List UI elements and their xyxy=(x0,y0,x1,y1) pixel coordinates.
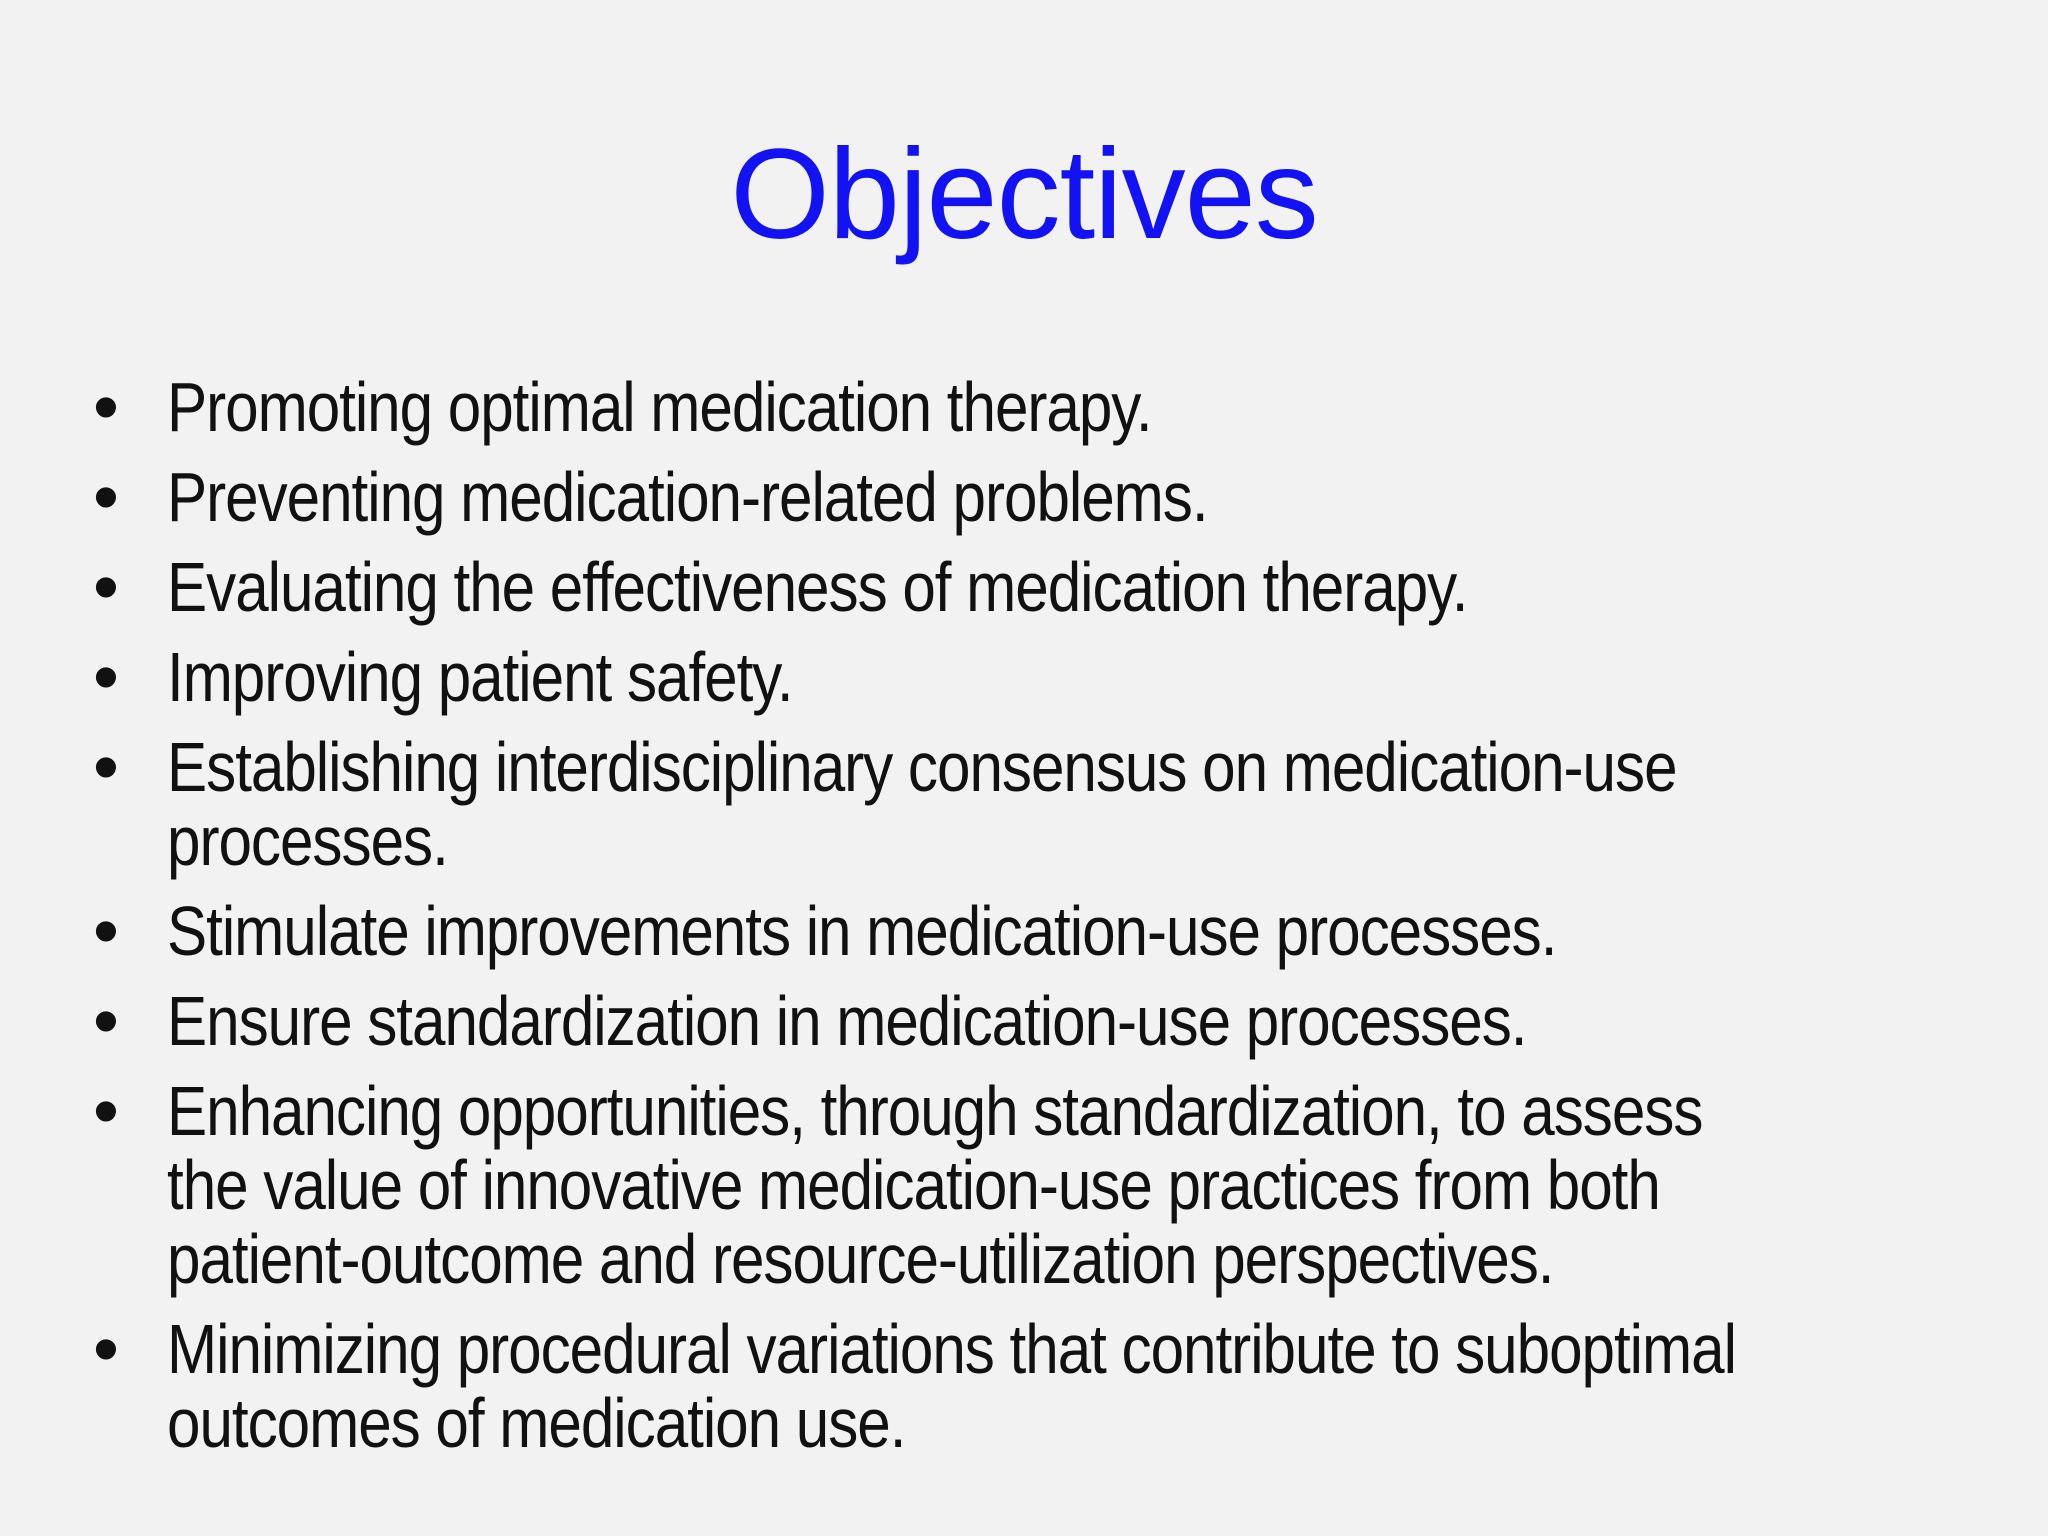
bullet-item xyxy=(86,725,1986,880)
bullet-icon: • xyxy=(93,455,119,538)
bullet-item xyxy=(86,979,1986,1062)
bullet-icon: • xyxy=(93,365,119,448)
bullet-icon: • xyxy=(93,545,119,628)
bullet-item xyxy=(86,545,1986,628)
bullet-icon: • xyxy=(93,1307,119,1390)
bullet-item xyxy=(86,455,1986,538)
bullet-icon: • xyxy=(93,889,119,972)
bullet-item xyxy=(86,365,1986,448)
bullet-icon: • xyxy=(93,1069,119,1152)
bullet-item xyxy=(86,1069,1986,1298)
bullet-text: Evaluating the effectiveness of medication therapy. xyxy=(167,548,1468,626)
bullet-text: Ensure standardization in medication-use processes. xyxy=(167,982,1527,1060)
bullet-icon: • xyxy=(93,635,119,718)
bullet-icon: • xyxy=(93,725,119,808)
slide-title: Objectives xyxy=(730,123,1318,266)
bullet-icon: • xyxy=(93,979,119,1062)
bullet-text: Promoting optimal medication therapy. xyxy=(167,368,1152,446)
objectives-list xyxy=(86,365,1986,1476)
bullet-text: Minimizing procedural variations that contribute to suboptimal outcomes of medication use. xyxy=(167,1310,1736,1462)
bullet-item xyxy=(86,635,1986,718)
bullet-text: Preventing medication-related problems. xyxy=(167,458,1208,536)
bullet-item xyxy=(86,1307,1986,1462)
bullet-text: Enhancing opportunities, through standardization, to assess the value of innovative medication-use practices from both patient-outcome and resource-utilization perspectives. xyxy=(167,1072,1703,1298)
bullet-text: Establishing interdisciplinary consensus on medication-use processes. xyxy=(167,728,1677,880)
bullet-text: Stimulate improvements in medication-use processes. xyxy=(167,892,1557,970)
bullet-text: Improving patient safety. xyxy=(167,638,793,716)
bullet-item xyxy=(86,889,1986,972)
